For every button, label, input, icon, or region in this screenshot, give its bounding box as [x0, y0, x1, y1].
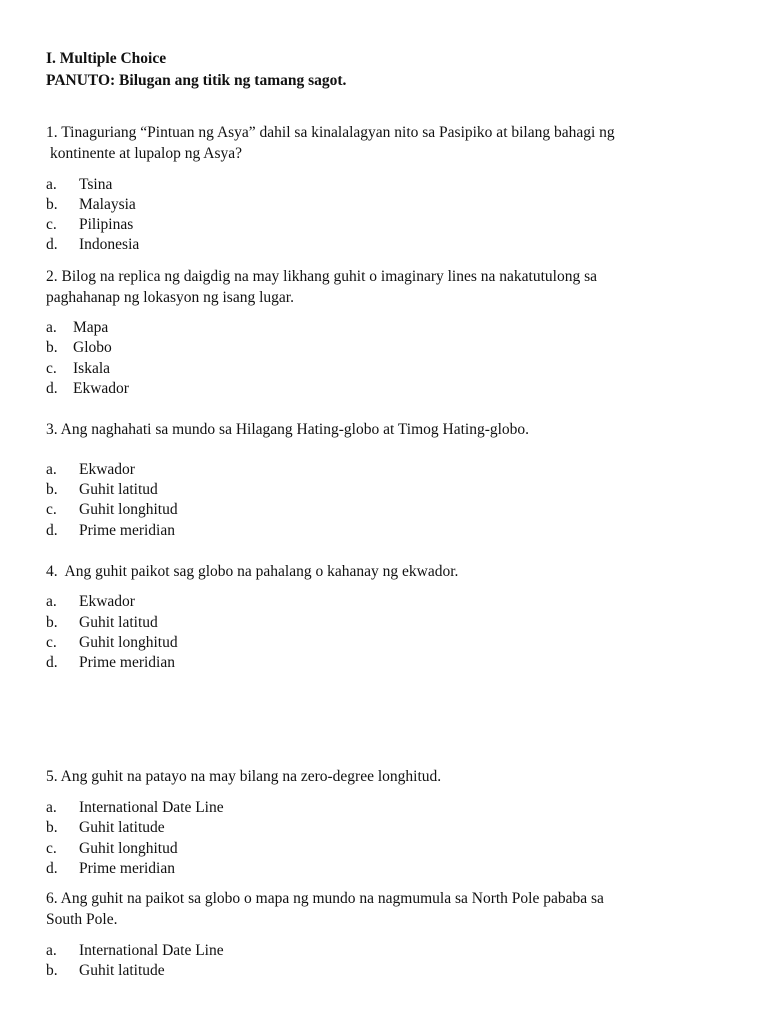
question-6-line-2: South Pole. — [46, 911, 118, 928]
question-1-choice-c: Pilipinas — [79, 216, 134, 233]
question-3-line-1: 3. Ang naghahati sa mundo sa Hilagang Hating-globo at Timog Hating-globo. — [46, 421, 530, 438]
question-3-choice-b-letter: b. — [46, 481, 58, 498]
question-2-choice-b-letter: b. — [46, 339, 58, 356]
question-1-choice-b-letter: b. — [46, 196, 58, 213]
question-5-choice-b-letter: b. — [46, 819, 58, 836]
question-4-choice-c-letter: c. — [46, 634, 57, 651]
question-5-choice-a: International Date Line — [79, 799, 224, 816]
question-1-choice-a: Tsina — [79, 176, 113, 193]
question-3-choice-a-letter: a. — [46, 461, 57, 478]
question-4-choice-b-letter: b. — [46, 614, 58, 631]
question-2-line-2: paghahanap ng lokasyon ng isang lugar. — [46, 289, 294, 306]
question-4-choice-d-letter: d. — [46, 654, 58, 671]
question-6-choice-b-letter: b. — [46, 962, 58, 979]
question-5-line-1: 5. Ang guhit na patayo na may bilang na zero-degree longhitud. — [46, 768, 442, 785]
question-3-choice-c: Guhit longhitud — [79, 501, 178, 518]
question-5-choice-a-letter: a. — [46, 799, 57, 816]
question-6-choice-b: Guhit latitude — [79, 962, 165, 979]
section-title: I. Multiple Choice — [46, 50, 167, 67]
question-6-line-1: 6. Ang guhit na paikot sa globo o mapa ng mundo na nagmumula sa North Pole pababa sa — [46, 890, 604, 907]
question-2-choice-a-letter: a. — [46, 319, 57, 336]
question-5-choice-d-letter: d. — [46, 860, 58, 877]
question-6-choice-a: International Date Line — [79, 942, 224, 959]
question-2-line-1: 2. Bilog na replica ng daigdig na may likhang guhit o imaginary lines na nakatutulong sa — [46, 268, 597, 285]
question-4-choice-a-letter: a. — [46, 593, 57, 610]
question-3-choice-d-letter: d. — [46, 522, 58, 539]
question-4-choice-a: Ekwador — [79, 593, 135, 610]
question-1-choice-b: Malaysia — [79, 196, 136, 213]
question-3-choice-a: Ekwador — [79, 461, 135, 478]
question-1-choice-d-letter: d. — [46, 236, 58, 253]
question-1-choice-d: Indonesia — [79, 236, 140, 253]
question-5-choice-c: Guhit longhitud — [79, 840, 178, 857]
question-2-choice-a: Mapa — [73, 319, 109, 336]
question-2-choice-c: Iskala — [73, 360, 111, 377]
question-3-choice-b: Guhit latitud — [79, 481, 158, 498]
question-2-choice-b: Globo — [73, 339, 112, 356]
question-2-choice-d: Ekwador — [73, 380, 129, 397]
question-4-choice-c: Guhit longhitud — [79, 634, 178, 651]
question-2-choice-c-letter: c. — [46, 360, 57, 377]
question-2-choice-d-letter: d. — [46, 380, 58, 397]
question-1-line-1: 1. Tinaguriang “Pintuan ng Asya” dahil sa kinalalagyan nito sa Pasipiko at bilang bahagi ng — [46, 124, 615, 141]
question-5-choice-c-letter: c. — [46, 840, 57, 857]
question-4-choice-d: Prime meridian — [79, 654, 175, 671]
question-3-choice-c-letter: c. — [46, 501, 57, 518]
question-1-choice-a-letter: a. — [46, 176, 57, 193]
question-4-choice-b: Guhit latitud — [79, 614, 158, 631]
question-4-line-1: 4. Ang guhit paikot sag globo na pahalang o kahanay ng ekwador. — [46, 563, 459, 580]
question-5-choice-b: Guhit latitude — [79, 819, 165, 836]
question-6-choice-a-letter: a. — [46, 942, 57, 959]
question-3-choice-d: Prime meridian — [79, 522, 175, 539]
instructions: PANUTO: Bilugan ang titik ng tamang sagot. — [46, 72, 347, 89]
question-1-choice-c-letter: c. — [46, 216, 57, 233]
question-5-choice-d: Prime meridian — [79, 860, 175, 877]
question-1-line-2: kontinente at lupalop ng Asya? — [50, 145, 242, 162]
